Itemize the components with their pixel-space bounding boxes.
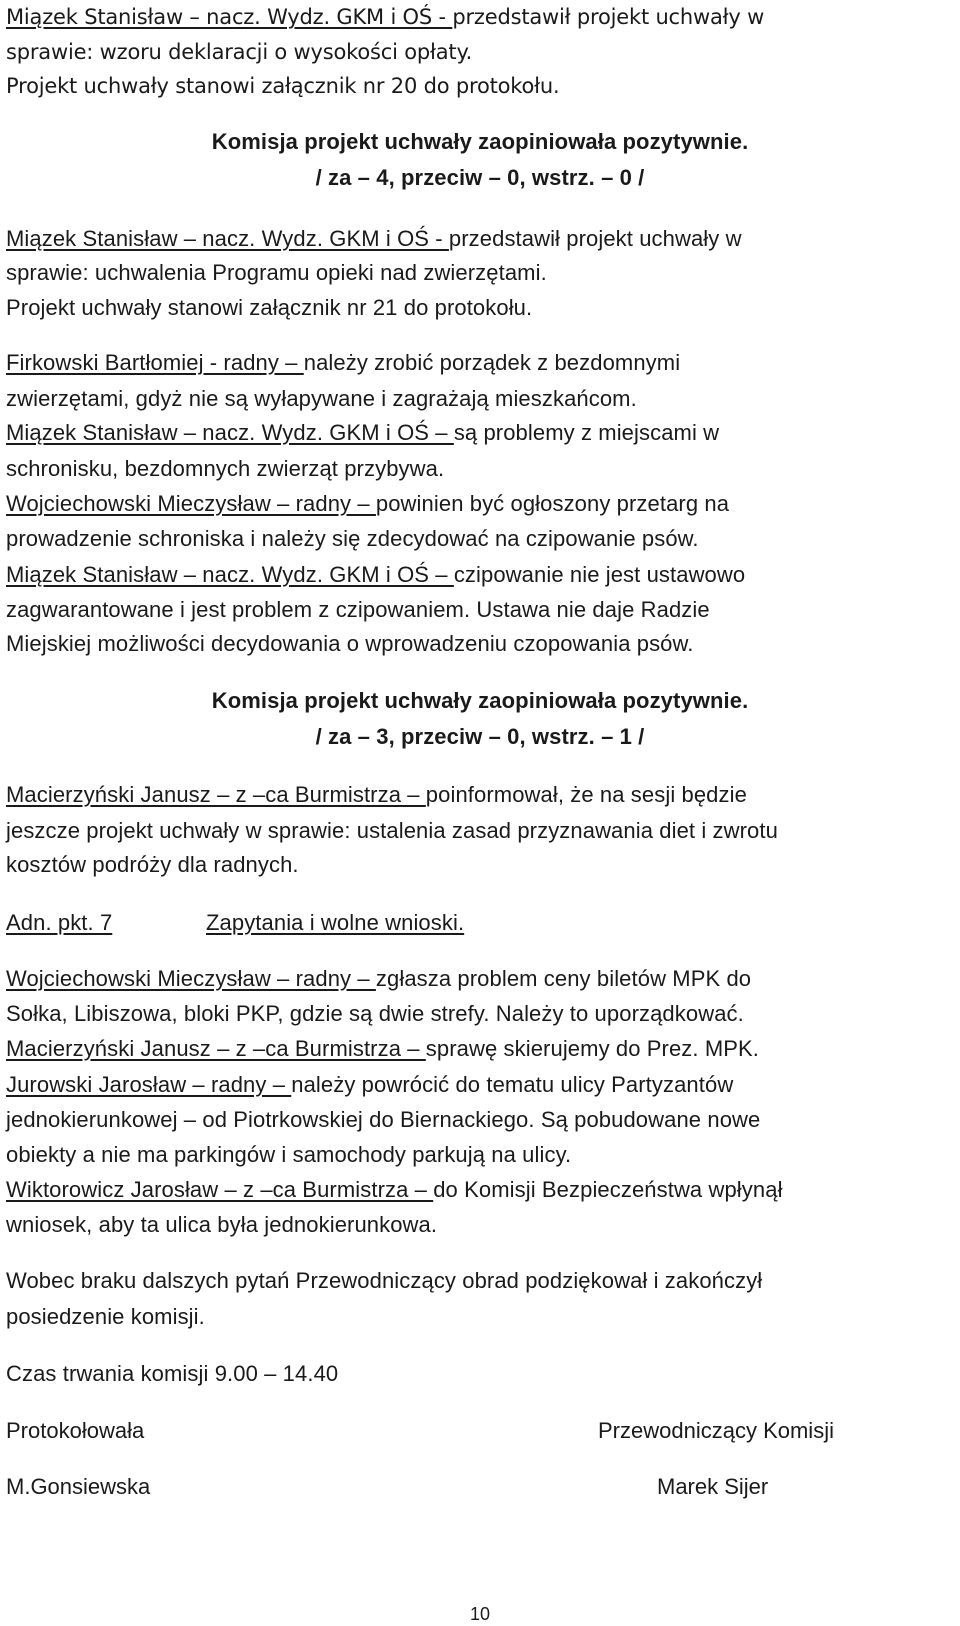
underlined-speaker: Adn. pkt. 7 [6,910,113,935]
opinion-heading [0,129,960,155]
text-line [6,226,742,252]
text-line [6,1142,571,1168]
text-line [6,1107,760,1133]
text-line [6,39,472,65]
line-text: przedstawił projekt uchwały w [448,226,742,251]
line-text: czipowanie nie jest ustawowo [453,562,746,587]
underlined-speaker: Miązek Stanisław – nacz. Wydz. GKM i OŚ – [6,420,454,445]
text-line [6,597,710,623]
line-text: Projekt uchwały stanowi załącznik nr 21 do protokołu. [6,295,533,320]
line-text: poinformował, że na sesji będzie [425,782,747,807]
text-line [6,526,699,552]
text-line [6,420,719,446]
text-line [6,1036,759,1062]
text-line [6,1001,744,1027]
underlined-speaker: Miązek Stanisław – nacz. Wydz. GKM i OŚ – [6,562,454,587]
chairman-title: Przewodniczący Komisji [598,1418,834,1443]
underlined-speaker: Wojciechowski Mieczysław – radny – [6,966,376,991]
page-number: 10 [469,1604,491,1624]
vote-result [0,724,960,750]
text-line [6,260,547,286]
underlined-speaker: Zapytania i wolne wnioski. [206,910,465,935]
line-text: kosztów podróży dla radnych. [6,852,299,877]
line-text: należy zrobić porządek z bezdomnymi [303,350,681,375]
line-text: sprawie: uchwalenia Programu opieki nad zwierzętami. [6,260,547,285]
text-line [6,1177,783,1203]
agenda-item [6,910,464,936]
text-line [6,1072,733,1098]
opinion-heading [0,688,960,714]
line-text: / za – 3, przeciw – 0, wstrz. – 1 / [315,724,645,749]
text-line [6,966,751,992]
vote-result [0,165,960,191]
line-text: jednokierunkowej – od Piotrkowskiej do Biernackiego. Są pobudowane nowe [6,1107,761,1132]
underlined-speaker: Firkowski Bartłomiej - radny – [6,350,304,375]
line-text: sprawie: wzoru deklaracji o wysokości opłaty. [6,40,473,64]
recorder-title: Protokołowała [6,1418,145,1443]
text-line [6,1212,437,1238]
text-line [6,491,729,517]
text-line [6,782,747,808]
text-line [6,456,444,482]
recorder-name: M.Gonsiewska [6,1474,151,1499]
duration-line [6,1361,338,1387]
line-text: są problemy z miejscami w [453,420,720,445]
underlined-speaker: Macierzyński Janusz – z –ca Burmistrza – [6,1036,426,1061]
line-text: wniosek, aby ta ulica była jednokierunkowa. [6,1212,438,1237]
text-line [6,1304,205,1330]
line-text: do Komisji Bezpieczeństwa wpłynął [433,1177,783,1202]
line-text: obiekty a nie ma parkingów i samochody parkują na ulicy. [6,1142,572,1167]
text-line [6,295,532,321]
line-text: posiedzenie komisji. [6,1304,205,1329]
line-text: Komisja projekt uchwały zaopiniowała pozytywnie. [211,688,749,713]
line-text: / za – 4, przeciw – 0, wstrz. – 0 / [315,165,645,190]
line-text: Wobec braku dalszych pytań Przewodniczący obrad podziękował i zakończył [6,1268,763,1293]
underlined-speaker: Miązek Stanisław – nacz. Wydz. GKM i OŚ - [6,226,449,251]
line-text: prowadzenie schroniska i należy się zdecydować na czipowanie psów. [6,526,699,551]
line-text: przedstawił projekt uchwały w [452,5,765,29]
underlined-speaker: Wojciechowski Mieczysław – radny – [6,491,376,516]
line-text: Sołka, Libiszowa, bloki PKP, gdzie są dwie strefy. Należy to uporządkować. [6,1001,744,1026]
text-line [6,852,299,878]
line-text: należy powrócić do tematu ulicy Partyzantów [291,1072,734,1097]
text-line [6,386,637,412]
line-text: Komisja projekt uchwały zaopiniowała pozytywnie. [211,129,749,154]
line-text: Czas trwania komisji 9.00 – 14.40 [6,1361,339,1386]
text-line [6,4,764,30]
line-text: Projekt uchwały stanowi załącznik nr 20 do protokołu. [6,74,560,98]
line-text: zgłasza problem ceny biletów MPK do [375,966,752,991]
underlined-speaker: Wiktorowicz Jarosław – z –ca Burmistrza – [6,1177,434,1202]
line-text: zagwarantowane i jest problem z czipowaniem. Ustawa nie daje Radzie [6,597,710,622]
text-line [6,1268,762,1294]
line-text: jeszcze projekt uchwały w sprawie: ustalenia zasad przyznawania diet i zwrotu [6,818,778,843]
line-text: schronisku, bezdomnych zwierząt przybywa. [6,456,445,481]
text-line [6,73,560,99]
text-line [6,350,680,376]
line-text: zwierzętami, gdyż nie są wyłapywane i zagrażają mieszkańcom. [6,386,637,411]
underlined-speaker: Macierzyński Janusz – z –ca Burmistrza – [6,782,426,807]
text-line [6,818,778,844]
text-line [6,631,694,657]
line-text: powinien być ogłoszony przetarg na [375,491,730,516]
line-text: sprawę skierujemy do Prez. MPK. [425,1036,760,1061]
line-text: Miejskiej możliwości decydowania o wprowadzeniu czopowania psów. [6,631,694,656]
chairman-name: Marek Sijer [657,1474,769,1499]
underlined-speaker: Miązek Stanisław – nacz. Wydz. GKM i OŚ - [6,5,453,29]
text-line [6,562,745,588]
underlined-speaker: Jurowski Jarosław – radny – [6,1072,292,1097]
agenda-number [6,910,206,936]
